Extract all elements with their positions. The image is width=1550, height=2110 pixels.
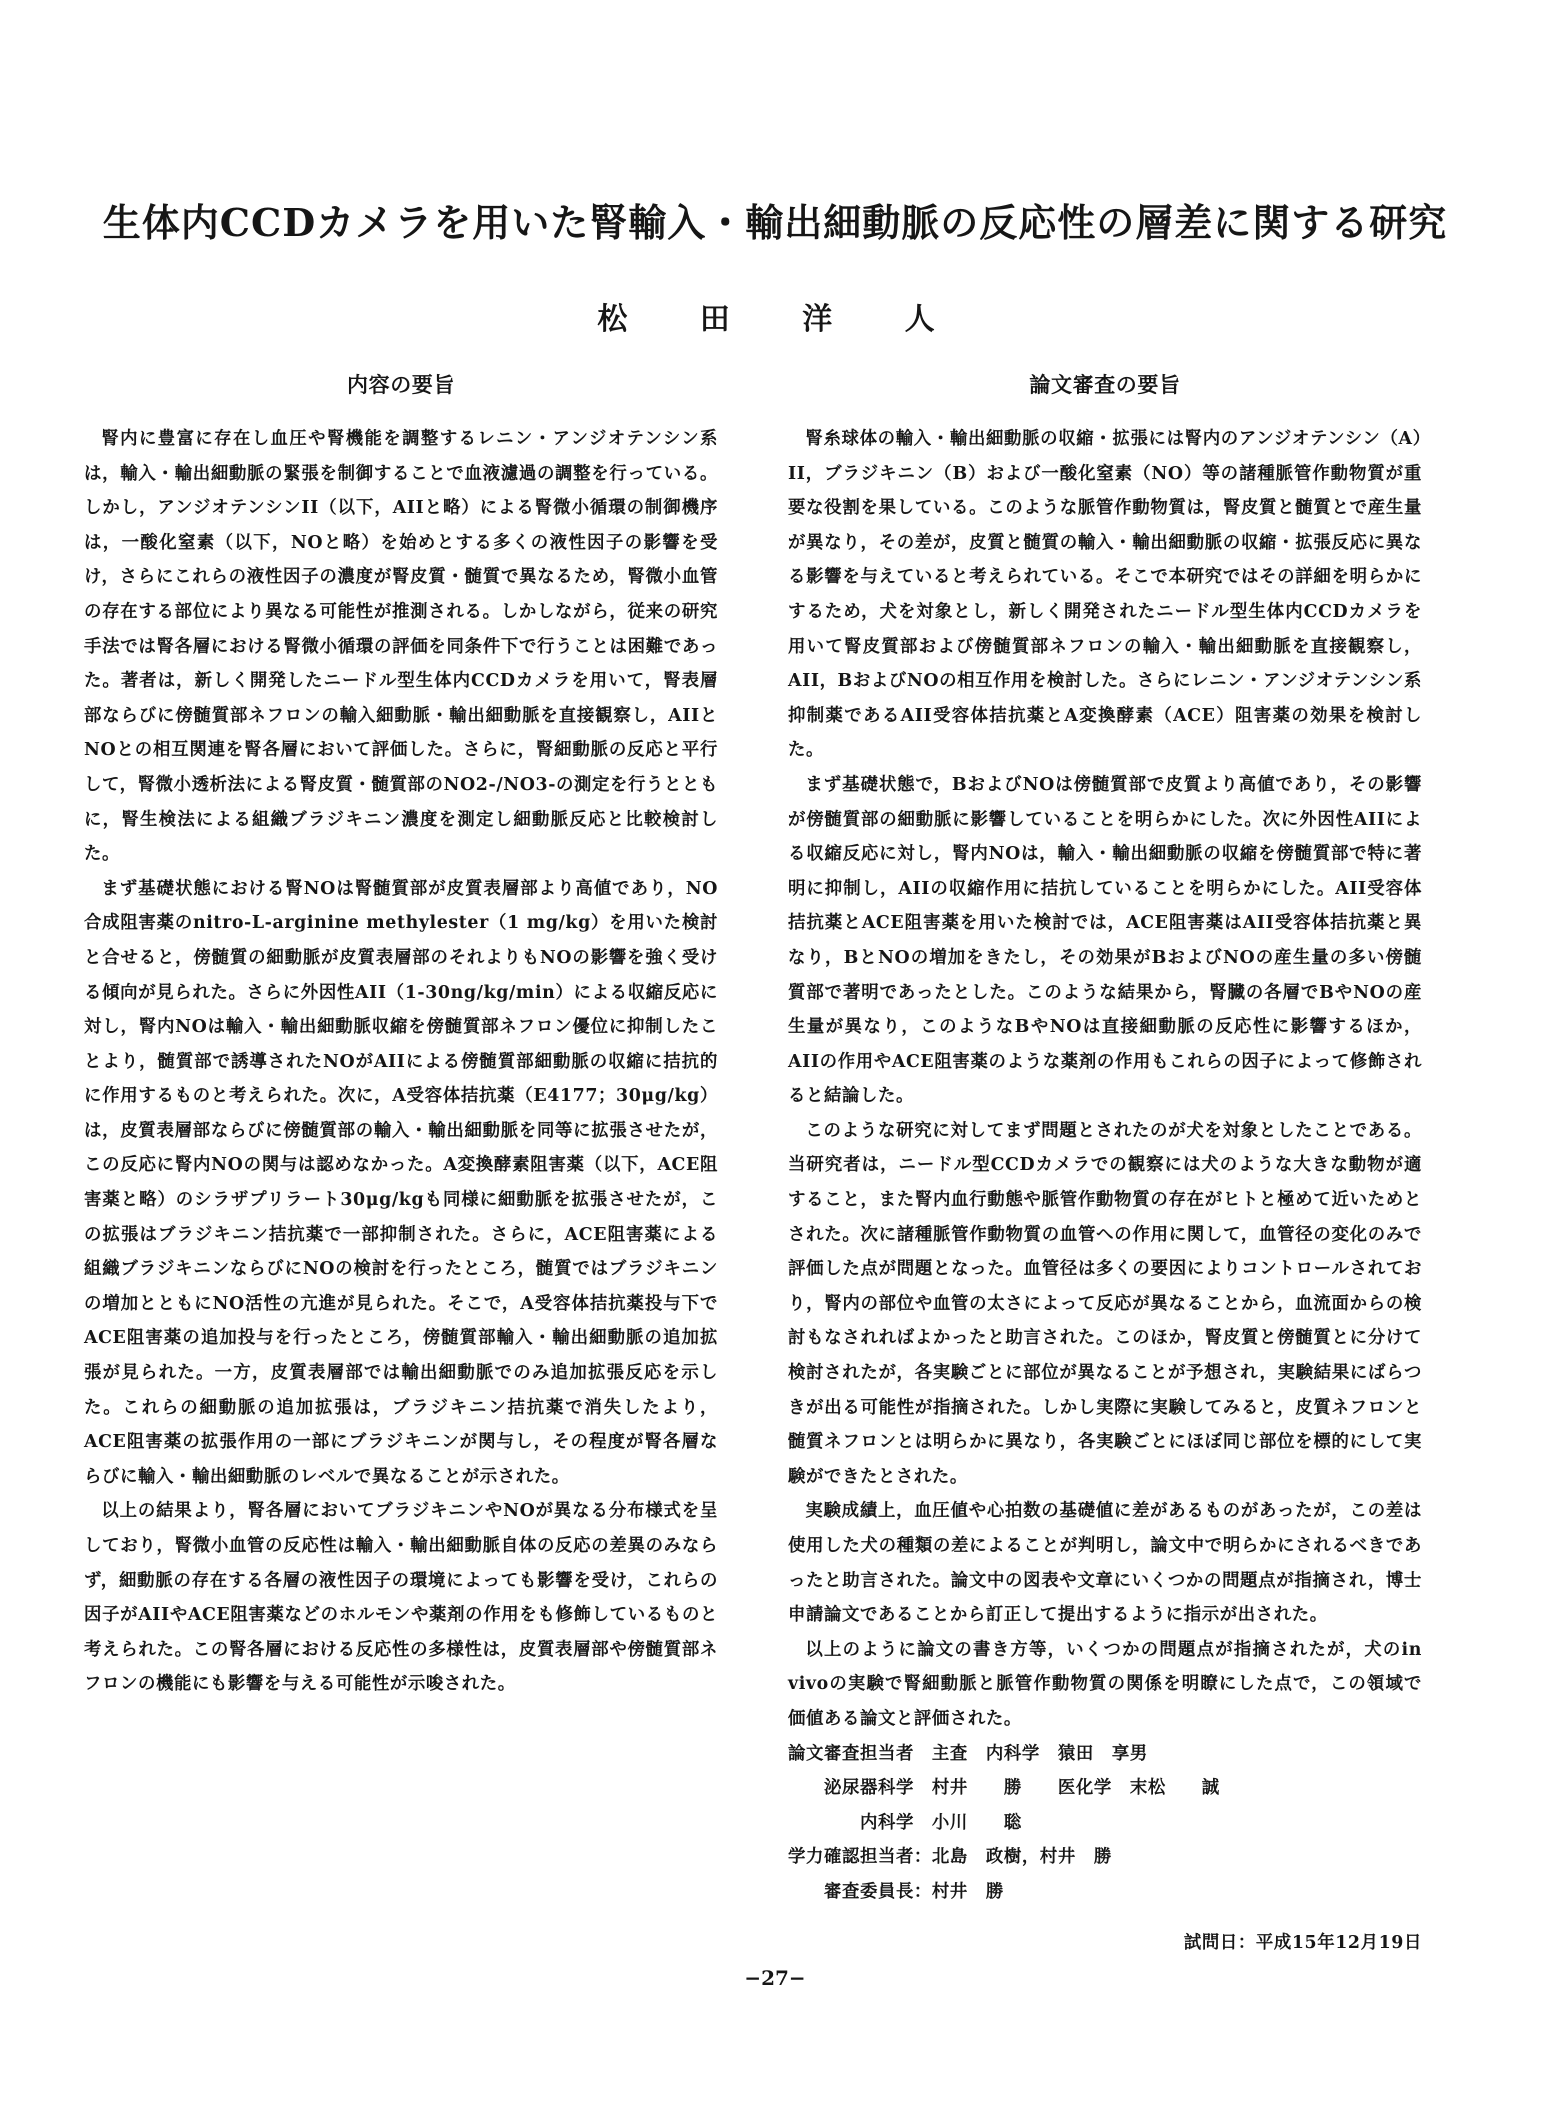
reviewer-line: 内科学 小川 聡 bbox=[788, 1812, 1022, 1833]
page-number: −27− bbox=[744, 1966, 806, 1990]
paper-title: 生体内CCDカメラを用いた腎輸入・輸出細動脈の反応性の層差に関する研究 bbox=[102, 200, 1448, 245]
summary-paragraph: 腎内に豊富に存在し血圧や腎機能を調整するレニン・アンジオテンシン系は，輸入・輸出細動脈の緊張を制御することで血液濾過の調整を行っている。しかし，アンジオテンシンII（以下，AIIと略）による腎微小循環の制御機序は，一酸化窒素（以下，NOと略）を始めとする多くの液性因子の影響を受け，さらにこれらの液性因子の濃度が腎皮質・髄質で異なるため，腎微小血管の存在する部位により異なる可能性が推測される。しかしながら，従来の研究手法では腎各層における腎微小循環の評価を同条件下で行うことは困難であった。著者は，新しく開発したニードル型生体内CCDカメラを用いて，腎表層部ならびに傍髄質部ネフロンの輸入細動脈・輸出細動脈を直接観察し，AIIとNOとの相互関連を腎各層において評価した。さらに，腎細動脈の反応と平行して，腎微小透析法による腎皮質・髄質部のNO2-/NO3-の測定を行うとともに，腎生検法による組織ブラジキニン濃度を測定し細動脈反応と比較検討した。 bbox=[84, 429, 718, 865]
reviewer-list bbox=[788, 1737, 1422, 1910]
exam-date: 試問日：平成15年12月19日 bbox=[1183, 1932, 1422, 1953]
reviewer-line: 泌尿器科学 村井 勝 医化学 末松 誠 bbox=[788, 1778, 1220, 1799]
review-column bbox=[788, 370, 1422, 1960]
review-paragraph: まず基礎状態で，BおよびNOは傍髄質部で皮質より高値であり，その影響が傍髄質部の細動脈に影響していることを明らかにした。次に外因性AIIによる収縮反応に対し，腎内NOは，輸入・輸出細動脈の収縮を傍髄質部で特に著明に抑制し，AIIの収縮作用に拮抗していることを明らかにした。AII受容体拮抗薬とACE阻害薬を用いた検討では，ACE阻害薬はAII受容体拮抗薬と異なり，BとNOの増加をきたし，その効果がBおよびNOの産生量の多い傍髄質部で著明であったとした。このような結果から，腎臓の各層でBやNOの産生量が異なり，このようなBやNOは直接細動脈の反応性に影響するほか，AIIの作用やACE阻害薬のような薬剤の作用もこれらの因子によって修飾されると結論した。 bbox=[788, 774, 1422, 1107]
author-name: 松 田 洋 人 bbox=[597, 302, 953, 337]
summary-column bbox=[84, 370, 718, 1702]
review-paragraph: このような研究に対してまず問題とされたのが犬を対象としたことである。当研究者は，ニードル型CCDカメラでの観察には犬のような大きな動物が適すること，また腎内血行動態や脈管作動物質の存在がヒトと極めて近いためとされた。次に諸種脈管作動物質の血管への作用に関して，血管径の変化のみで評価した点が問題となった。血管径は多くの要因によりコントロールされており，腎内の部位や血管の太さによって反応が異なることから，血流面からの検討もなされればよかったと助言された。このほか，腎皮質と傍髄質とに分けて検討されたが，各実験ごとに部位が異なることが予想され，実験結果にばらつきが出る可能性が指摘された。しかし実際に実験してみると，皮質ネフロンと髄質ネフロンとは明らかに異なり，各実験ごとにほぼ同じ部位を標的にして実験ができたとされた。 bbox=[788, 1120, 1422, 1487]
reviewer-line: 審査委員長：村井 勝 bbox=[788, 1881, 1004, 1902]
review-paragraph: 実験成績上，血圧値や心拍数の基礎値に差があるものがあったが，この差は使用した犬の種類の差によることが判明し，論文中で明らかにされるべきであったと助言された。論文中の図表や文章にいくつかの問題点が指摘され，博士申請論文であることから訂正して提出するように指示が出された。 bbox=[788, 1501, 1422, 1626]
review-paragraph: 腎糸球体の輸入・輸出細動脈の収縮・拡張には腎内のアンジオテンシン（A）II，ブラジキニン（B）および一酸化窒素（NO）等の諸種脈管作動物質が重要な役割を果している。このような脈管作動物質は，腎皮質と髄質とで産生量が異なり，その差が，皮質と髄質の輸入・輸出細動脈の収縮・拡張反応に異なる影響を与えていると考えられている。そこで本研究ではその詳細を明らかにするため，犬を対象とし，新しく開発されたニードル型生体内CCDカメラを用いて腎皮質部および傍髄質部ネフロンの輸入・輸出細動脈を直接観察し，AII，BおよびNOの相互作用を検討した。さらにレニン・アンジオテンシン系抑制薬であるAII受容体拮抗薬とA変換酵素（ACE）阻害薬の効果を検討した。 bbox=[788, 429, 1422, 761]
review-heading: 論文審査の要旨 bbox=[1029, 372, 1181, 397]
summary-heading: 内容の要旨 bbox=[347, 372, 455, 397]
review-paragraph: 以上のように論文の書き方等，いくつかの問題点が指摘されたが，犬のin vivoの実験で腎細動脈と脈管作動物質の関係を明瞭にした点で，この領域で価値ある論文と評価された。 bbox=[788, 1639, 1422, 1729]
reviewer-line: 学力確認担当者：北島 政樹，村井 勝 bbox=[788, 1847, 1112, 1868]
summary-paragraph: 以上の結果より，腎各層においてブラジキニンやNOが異なる分布様式を呈しており，腎微小血管の反応性は輸入・輸出細動脈自体の反応の差異のみならず，細動脈の存在する各層の液性因子の環境によっても影響を受け，これらの因子がAIIやACE阻害薬などのホルモンや薬剤の作用をも修飾しているものと考えられた。この腎各層における反応性の多様性は，皮質表層部や傍髄質部ネフロンの機能にも影響を与える可能性が示唆された。 bbox=[84, 1501, 718, 1695]
reviewer-line: 論文審査担当者 主査 内科学 猿田 享男 bbox=[788, 1743, 1148, 1764]
summary-paragraph: まず基礎状態における腎NOは腎髄質部が皮質表層部より高値であり，NO合成阻害薬のnitro-L-arginine methylester（1 mg/kg）を用いた検討と合せると，傍髄質の細動脈が皮質表層部のそれよりもNOの影響を強く受ける傾向が見られた。さらに外因性AII（1-30ng/kg/min）による収縮反応に対し，腎内NOは輸入・輸出細動脈収縮を傍髄質部ネフロン優位に抑制したことより，髄質部で誘導されたNOがAIIによる傍髄質部細動脈の収縮に拮抗的に作用するものと考えられた。次に，A受容体拮抗薬（E4177；30μg/kg）は，皮質表層部ならびに傍髄質部の輸入・輸出細動脈を同等に拡張させたが，この反応に腎内NOの関与は認めなかった。A変換酵素阻害薬（以下，ACE阻害薬と略）のシラザプリラート30μg/kgも同様に細動脈を拡張させたが，この拡張はブラジキニン拮抗薬で一部抑制された。さらに，ACE阻害薬による組織ブラジキニンならびにNOの検討を行ったところ，髄質ではブラジキニンの増加とともにNO活性の亢進が見られた。そこで，A受容体拮抗薬投与下でACE阻害薬の追加投与を行ったところ，傍髄質部輸入・輸出細動脈の追加拡張が見られた。一方，皮質表層部では輸出細動脈でのみ追加拡張反応を示した。これらの細動脈の追加拡張は，ブラジキニン拮抗薬で消失したより，ACE阻害薬の拡張作用の一部にブラジキニンが関与し，その程度が腎各層ならびに輸入・輸出細動脈のレベルで異なることが示された。 bbox=[84, 878, 718, 1487]
